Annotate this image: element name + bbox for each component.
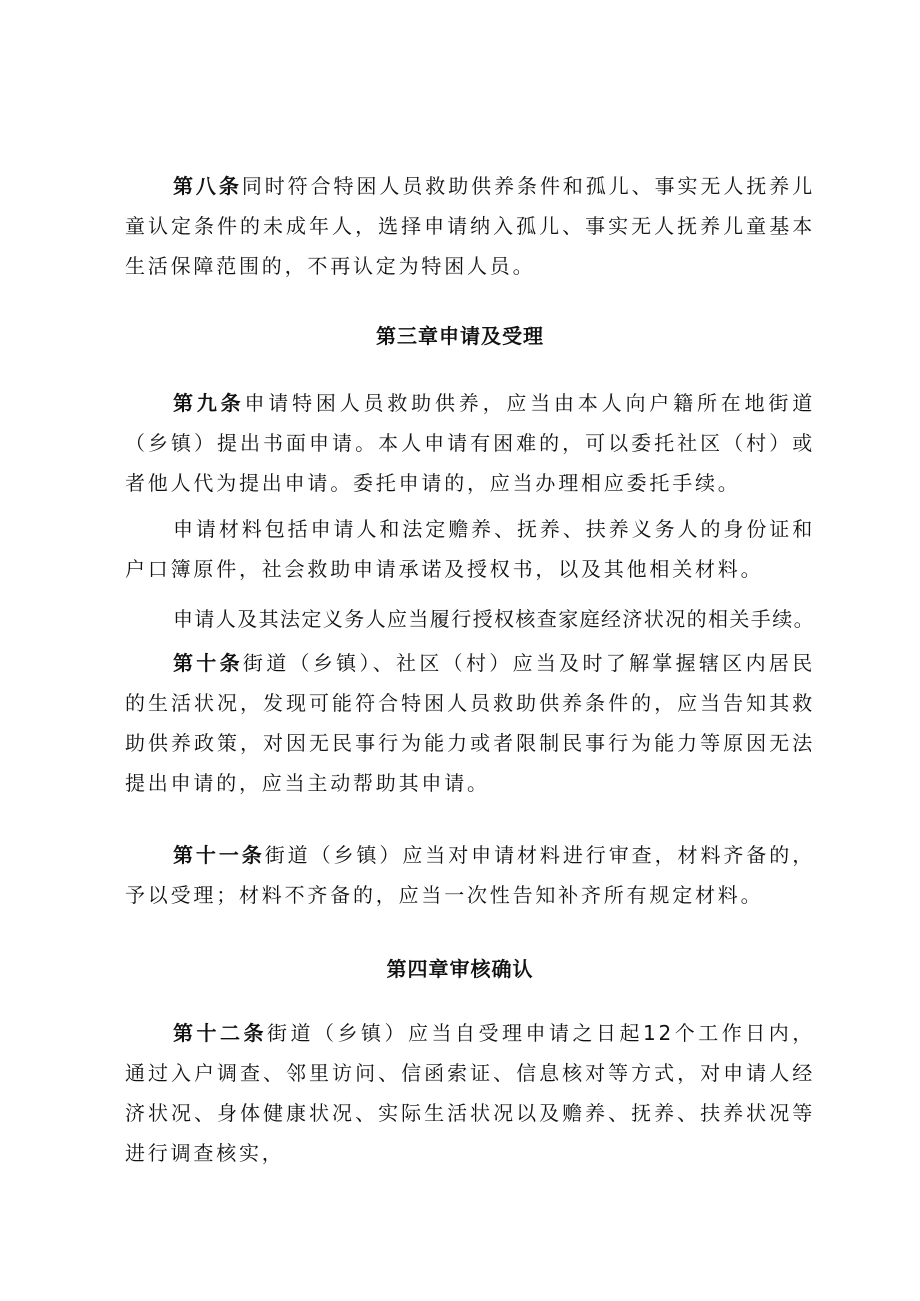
article-9-label: 第九条 bbox=[173, 391, 245, 415]
article-11 bbox=[125, 835, 815, 915]
article-9-paragraph-3: 申请人及其法定义务人应当履行授权核查家庭经济状况的相关手续。 bbox=[173, 607, 815, 631]
article-11-text: 街道（乡镇）应当对申请材料进行审查，材料齐备的，予以受理；材料不齐备的，应当一次性告知补齐所有规定材料。 bbox=[125, 843, 815, 907]
chapter-3-heading: 第三章申请及受理 bbox=[376, 324, 544, 348]
article-9-text: 申请特困人员救助供养，应当由本人向户籍所在地街道（乡镇）提出书面申请。本人申请有困难的，可以委托社区（村）或者他人代为提出申请。委托申请的，应当办理相应委托手续。 bbox=[125, 391, 815, 495]
article-11-label: 第十一条 bbox=[173, 843, 265, 867]
article-8-text: 同时符合特困人员救助供养条件和孤儿、事实无人抚养儿童认定条件的未成年人，选择申请纳入孤儿、事实无人抚养儿童基本生活保障范围的，不再认定为特困人员。 bbox=[125, 174, 816, 278]
article-10-text: 街道（乡镇）、社区（村）应当及时了解掌握辖区内居民的生活状况，发现可能符合特困人员救助供养条件的，应当告知其救助供养政策，对因无民事行为能力或者限制民事行为能力等原因无法提出申请的，应当主动帮助其申请。 bbox=[125, 651, 816, 795]
article-12 bbox=[125, 1013, 815, 1173]
article-9-paragraph-2: 申请材料包括申请人和法定赡养、抚养、扶养义务人的身份证和户口簿原件，社会救助申请承诺及授权书，以及其他相关材料。 bbox=[125, 517, 815, 581]
article-9 bbox=[125, 383, 815, 503]
article-10-label: 第十条 bbox=[173, 651, 243, 675]
article-8 bbox=[125, 166, 815, 286]
chapter-4-heading: 第四章审核确认 bbox=[386, 957, 534, 981]
article-8-label: 第八条 bbox=[173, 174, 242, 198]
article-12-label: 第十二条 bbox=[173, 1021, 267, 1045]
article-12-text: 街道（乡镇）应当自受理申请之日起12个工作日内，通过入户调查、邻里访问、信函索证、信息核对等方式，对申请人经济状况、身体健康状况、实际生活状况以及赡养、抚养、扶养状况等进行调查核实， bbox=[125, 1021, 815, 1165]
article-10 bbox=[125, 643, 815, 803]
